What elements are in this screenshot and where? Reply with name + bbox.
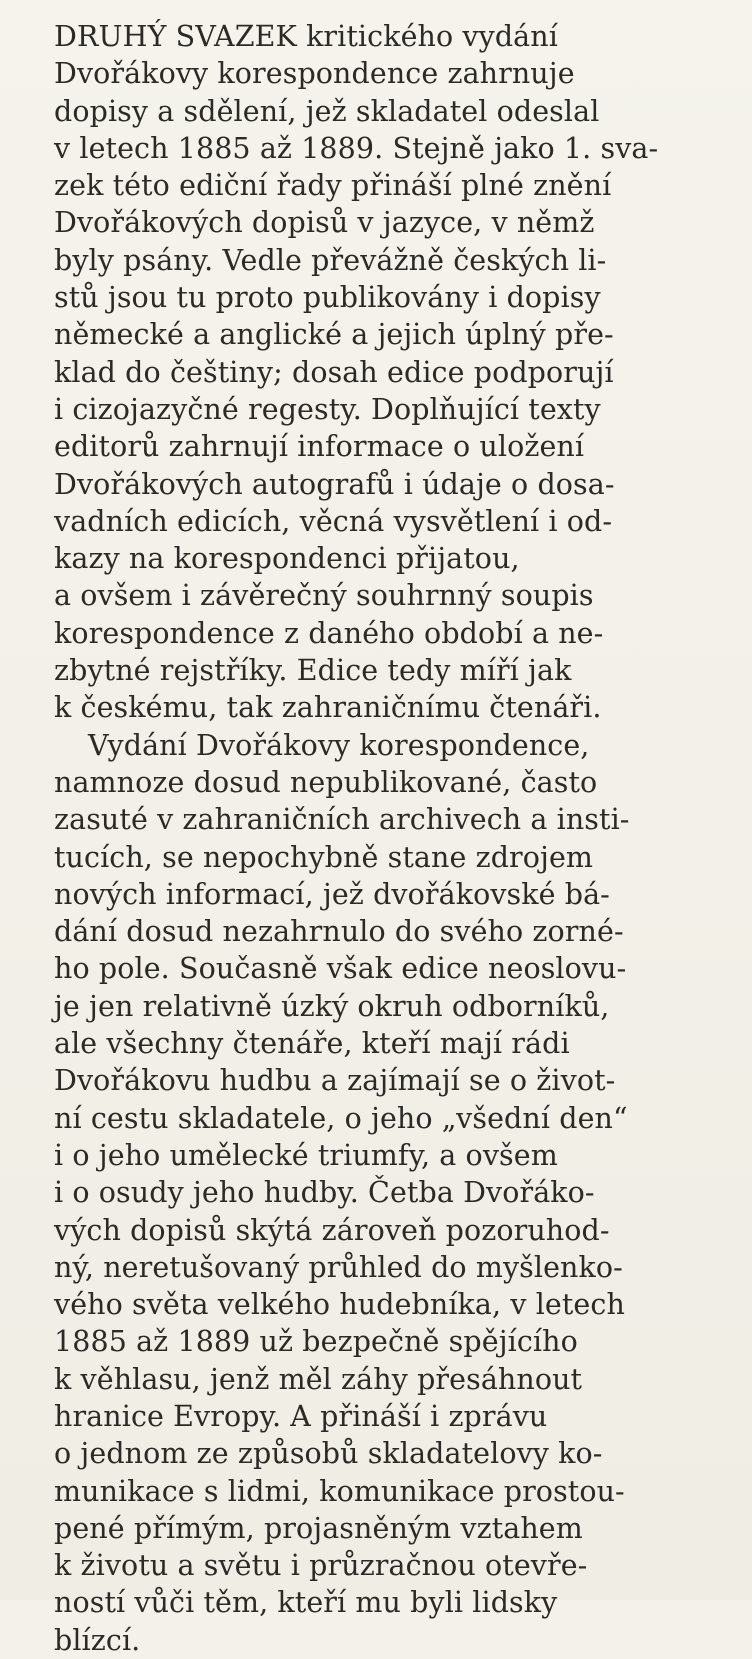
blurb-text — [54, 18, 734, 1659]
text-line: vého světa velkého hudebníka, v letech — [54, 1288, 625, 1322]
text-line: hranice Evropy. A přináší i zprávu — [54, 1399, 548, 1433]
paragraph-1 — [54, 18, 734, 727]
text-line: vadních edicích, věcná vysvětlení i od- — [54, 504, 613, 538]
text-line: ho pole. Současně však edice neoslovu- — [54, 952, 627, 986]
text-line: zek této ediční řady přináší plné znění — [54, 169, 612, 203]
text-line: namnoze dosud nepublikované, často — [54, 765, 598, 799]
text-line: zbytné rejstříky. Edice tedy míří jak — [54, 654, 572, 688]
text-line: Dvořákových autografů i údaje o dosa- — [54, 467, 615, 501]
text-line: dopisy a sdělení, jež skladatel odeslal — [54, 94, 600, 128]
text-line: editorů zahrnují informace o uložení — [54, 430, 585, 464]
text-line: ale všechny čtenáře, kteří mají rádi — [54, 1027, 570, 1061]
text-line: a ovšem i závěrečný souhrnný soupis — [54, 579, 594, 613]
paragraph-2 — [54, 727, 734, 1659]
text-line: k českému, tak zahraničnímu čtenáři. — [54, 691, 602, 725]
text-line: blízcí. — [54, 1623, 141, 1657]
text-line: ní cestu skladatele, o jeho „všední den“ — [54, 1101, 628, 1135]
text-line: dání dosud nezahrnulo do svého zorné- — [54, 915, 624, 949]
text-line: byly psány. Vedle převážně českých li- — [54, 243, 607, 277]
text-line: o jednom ze způsobů skladatelovy ko- — [54, 1437, 603, 1471]
text-line: zasuté v zahraničních archivech a insti- — [54, 803, 630, 837]
text-line: pené přímým, projasněným vztahem — [54, 1511, 583, 1545]
text-line: DRUHÝ SVAZEK kritického vydání — [54, 20, 558, 53]
text-line: i o osudy jeho hudby. Četba Dvořáko- — [54, 1176, 595, 1210]
text-line: Dvořákovu hudbu a zajímají se o život- — [54, 1064, 616, 1098]
text-line: k životu a světu i průzračnou otevře- — [54, 1549, 588, 1583]
text-line: stů jsou tu proto publikovány i dopisy — [54, 281, 601, 315]
text-line: tucích, se nepochybně stane zdrojem — [54, 840, 594, 874]
text-line: ností vůči těm, kteří mu byli lidsky — [54, 1586, 558, 1620]
text-line: nových informací, jež dvořákovské bá- — [54, 877, 610, 911]
text-line: kazy na korespondenci přijatou, — [54, 542, 520, 576]
text-line: korespondence z daného období a ne- — [54, 616, 604, 650]
text-line: vých dopisů skýtá zároveň pozoruhod- — [54, 1213, 610, 1247]
text-line-indented: Vydání Dvořákovy korespondence, — [88, 728, 590, 762]
text-line: Dvořákovy korespondence zahrnuje — [54, 57, 575, 91]
text-line: Dvořákových dopisů v jazyce, v němž — [54, 206, 595, 240]
text-line: k věhlasu, jenž měl záhy přesáhnout — [54, 1362, 583, 1396]
text-line: i cizojazyčné regesty. Doplňující texty — [54, 392, 601, 426]
text-line: klad do češtiny; dosah edice podporují — [54, 355, 614, 389]
text-line: v letech 1885 až 1889. Stejně jako 1. sva- — [54, 131, 659, 165]
text-line: ný, neretušovaný průhled do myšlenko- — [54, 1250, 623, 1284]
text-line: je jen relativně úzký okruh odborníků, — [54, 989, 610, 1023]
text-line: i o jeho umělecké triumfy, a ovšem — [54, 1138, 558, 1172]
text-line: 1885 až 1889 už bezpečně spějícího — [54, 1325, 578, 1359]
text-line: německé a anglické a jejich úplný pře- — [54, 318, 614, 352]
text-line: munikace s lidmi, komunikace prostou- — [54, 1474, 625, 1508]
